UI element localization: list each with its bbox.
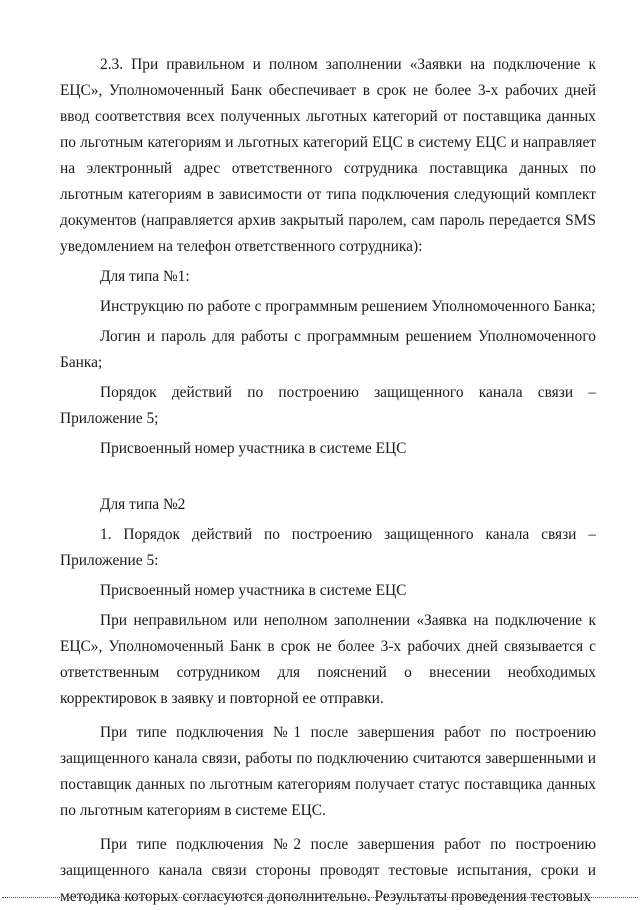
type1-heading: Для типа №1: [100,268,190,285]
type2-item-number: Присвоенный номер участника в системе ЕЦС [100,582,407,599]
type1-item-login: Логин и пароль для работы с программным решением Уполномоченного Банка; [60,328,596,371]
paragraph-2-3: 2.3. При правильном и полном заполнении «Заявки на подключение к ЕЦС», Уполномоченный Банк обеспечивает в срок не более 3-х рабочих дней ввод соответствия всех полученных льготных категорий от поставщика данных по льготным категориям и льготных категорий ЕЦС в систему ЕЦС и направляет на электронный адрес ответственного сотрудника поставщика данных по льготным категориям в зависимости от типа подключения следующий комплект документов (направляется архив закрытый паролем, сам пароль передается SMS уведомлением на телефон ответственного сотрудника): [60,56,596,255]
page-bottom-divider [2,897,638,898]
paragraph-type1-completion: При типе подключения №1 после завершения работ по построению защищенного канала связи, работы по подключению считаются завершенными и поставщик данных по льготным категориям получает статус поставщика данных по льготным категориям в системе ЕЦС. [60,724,596,819]
document-page [60,52,596,910]
type1-item-number: Присвоенный номер участника в системе ЕЦС [100,440,407,457]
blank-line [60,462,596,488]
type1-item-channel: Порядок действий по построению защищенного канала связи – Приложение 5; [60,384,596,427]
paragraph-incorrect-application: При неправильном или неполном заполнении «Заявка на подключение к ЕЦС», Уполномоченный Банк в срок не более 3-х рабочих дней связывается с ответственным сотрудником для пояснений о внесении необходимых корректировок в заявку и повторной ее отправки. [60,612,596,707]
type2-item-channel: 1. Порядок действий по построению защищенного канала связи – Приложение 5: [60,526,596,569]
type2-heading: Для типа №2 [100,496,186,513]
paragraph-type2-testing: При типе подключения №2 после завершения работ по построению защищенного канала связи стороны проводят тестовые испытания, сроки и методика которых согласуются дополнительно. Результаты проведения тестовых [60,836,596,905]
type1-item-instruction: Инструкцию по работе с программным решением Уполномоченного Банка; [100,298,596,315]
